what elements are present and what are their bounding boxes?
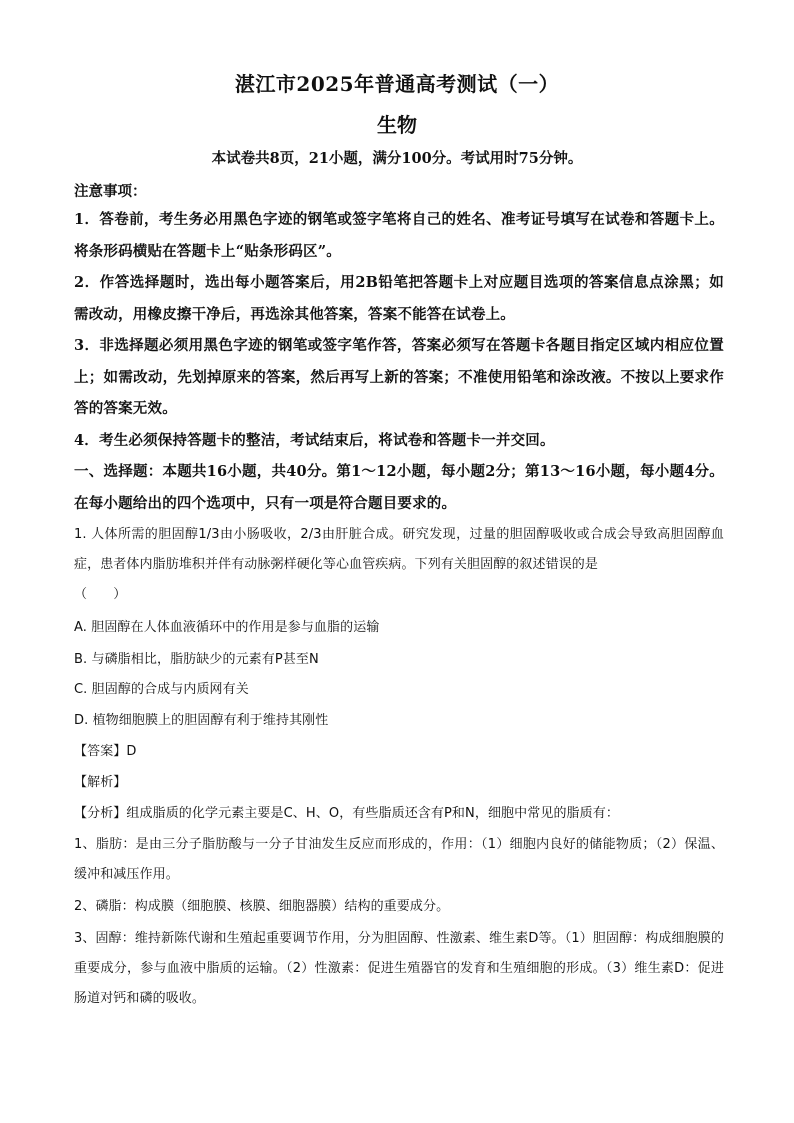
answer-blank: （ ） [74,587,127,602]
analysis-tag: 【解析】 [74,775,127,790]
point-sterol: 3、固醇：维持新陈代谢和生殖起重要调节作用，分为胆固醇、性激素、维生素D等。（1）胆固醇：构成细胞膜的重要成分，参与血液中脂质的运输。（2）性激素：促进生殖器官的发育和生殖细胞的形成。（3）维生素D：促进肠道对钙和磷的吸收。 [74,931,724,1006]
question-1-stem: 1. 人体所需的胆固醇1/3由小肠吸收，2/3由肝脏合成。研究发现，过量的胆固醇吸收或合成会导致高胆固醇血症，患者体内脂肪堆积并伴有动脉粥样硬化等心血管疾病。下列有关胆固醇的叙述错误的是 [74,527,724,572]
exam-info: 本试卷共8页，21小题，满分100分。考试用时75分钟。 [211,150,583,167]
option-b: B. 与磷脂相比，脂肪缺少的元素有P甚至N [74,652,319,667]
section-heading: 一、选择题：本题共16小题，共40分。第1～12小题，每小题2分；第13～16小题，每小题4分。在每小题给出的四个选项中，只有一项是符合题目要求的。 [74,463,724,512]
answer-tag: 【答案】 [74,744,127,759]
answer-value: D [126,744,137,759]
option-d: D. 植物细胞膜上的胆固醇有利于维持其刚性 [74,713,329,728]
note-item-1: 1．答卷前，考生务必用黑色字迹的钢笔或签字笔将自己的姓名、准考证号填写在试卷和答题卡上。将条形码横贴在答题卡上“贴条形码区”。 [74,211,724,260]
note-item-4: 4．考生必须保持答题卡的整洁，考试结束后，将试卷和答题卡一并交回。 [74,432,555,449]
note-item-2: 2．作答选择题时，选出每小题答案后，用2B铅笔把答题卡上对应题目选项的答案信息点涂黑；如需改动，用橡皮擦干净后，再选涂其他答案，答案不能答在试卷上。 [74,274,724,323]
answer-line [74,737,724,767]
option-c: C. 胆固醇的合成与内质网有关 [74,682,249,697]
option-a: A. 胆固醇在人体血液循环中的作用是参与血脂的运输 [74,620,380,635]
fenxi-text: 组成脂质的化学元素主要是C、H、O，有些脂质还含有P和N，细胞中常见的脂质有： [126,806,619,821]
fenxi-tag: 【分析】 [74,806,127,821]
subject-title: 生物 [377,113,417,137]
note-item-3: 3．非选择题必须用黑色字迹的钢笔或签字笔作答，答案必须写在答题卡各题目指定区域内相应位置上；如需改动，先划掉原来的答案，然后再写上新的答案；不准使用铅笔和涂改液。不按以上要求作答的答案无效。 [74,337,724,417]
notes-heading: 注意事项： [74,183,147,200]
fenxi-line [74,799,724,829]
exam-title: 湛江市2025年普通高考测试（一） [234,72,560,96]
point-fat: 1、脂肪：是由三分子脂肪酸与一分子甘油发生反应而形成的，作用：（1）细胞内良好的储能物质；（2）保温、缓冲和减压作用。 [74,837,724,882]
point-phospholipid: 2、磷脂：构成膜（细胞膜、核膜、细胞器膜）结构的重要成分。 [74,899,450,914]
